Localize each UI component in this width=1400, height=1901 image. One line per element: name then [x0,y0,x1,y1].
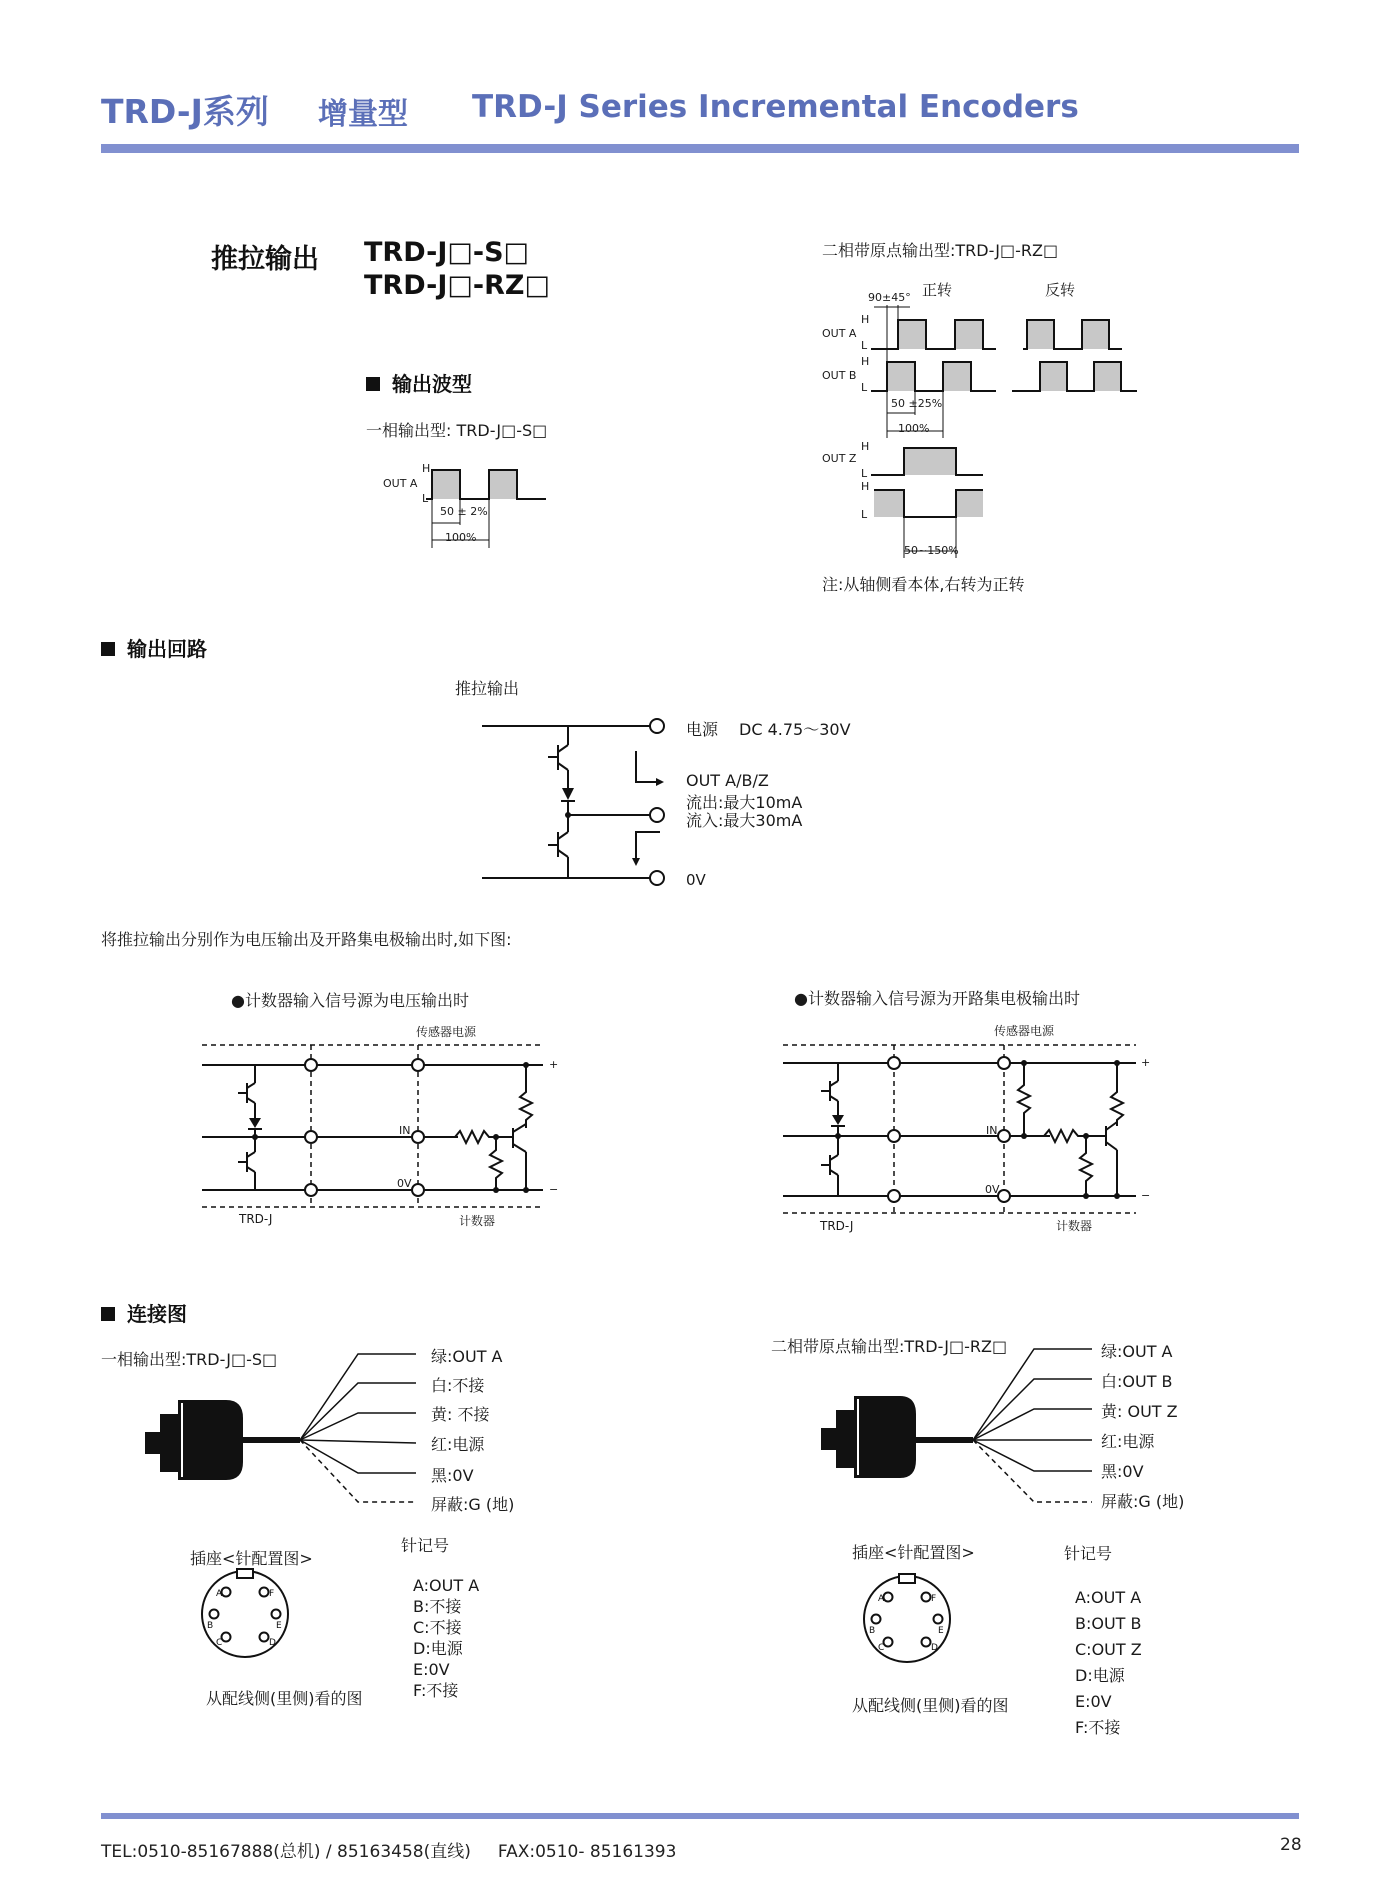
forward-label: 正转 [922,281,953,299]
header-type: 增量型 [318,97,408,132]
right-plus: + [1141,1056,1151,1069]
left-0v-label: 0V [397,1177,412,1190]
voltage-label: DC 4.75～30V [739,720,851,739]
push-pull-label: 推拉输出 [455,679,520,698]
zero-v-label: 0V [686,871,706,889]
right-pin-list [1075,1585,1142,1741]
header-title-en: TRD-J Series Incremental Encoders [472,89,1079,125]
right-wire-5: 黑:0V [1101,1462,1144,1481]
left-socket-label: 插座<针配置图> [190,1549,313,1568]
circuit-section-title: 输出回路 [101,633,207,662]
z-l-label: L [861,467,868,480]
right-counter-label: 计数器 [1056,1219,1093,1233]
waveform-section-title: 输出波型 [366,368,472,397]
sink-label: 流入:最大30mA [686,811,803,830]
b-l-label: L [861,381,868,394]
out-b-label: OUT B [822,369,857,382]
z-width-label: 50~150% [904,544,959,557]
left-pin-letter-f: F [269,1589,275,1599]
power-label: 电源 [686,720,719,739]
left-minus: − [549,1183,559,1196]
left-wire-6: 屏蔽:G (地) [431,1495,515,1514]
product-category: 推拉输出 [211,244,319,275]
z2-h-label: H [861,480,870,493]
right-0v-label: 0V [985,1183,1000,1196]
right-pin-header: 针记号 [1064,1544,1113,1563]
left-pin-b: B:不接 [413,1597,462,1616]
right-socket-label: 插座<针配置图> [852,1543,975,1562]
right-pin-letter-d: D [931,1643,938,1653]
footer-contact: TEL:0510-85167888(总机) / 85163458(直线) FAX:0510- 85161393 [101,1842,677,1862]
b-h-label: H [861,355,870,368]
source-label: 流出:最大10mA [686,793,803,812]
right-pin-f: F:不接 [1075,1718,1121,1737]
right-in-label: IN [986,1124,998,1137]
left-device-label: TRD-J [239,1212,273,1226]
right-sensor-power: 传感器电源 [994,1024,1055,1038]
left-sensor-power: 传感器电源 [416,1025,477,1039]
out-label: OUT A/B/Z [686,771,769,790]
single-h-label: H [422,462,431,475]
left-pin-c: C:不接 [413,1618,462,1637]
z2-l-label: L [861,508,868,521]
right-pin-letter-e: E [938,1626,944,1636]
right-pin-letter-c: C [878,1643,885,1653]
reverse-label: 反转 [1045,281,1076,299]
out-a-label: OUT A [822,327,857,340]
phase-label: 90±45° [868,291,911,304]
left-pin-letter-e: E [276,1621,282,1631]
footer-rule [101,1813,1299,1819]
circuit-desc: 将推拉输出分别作为电压输出及开路集电极输出时,如下图: [101,930,512,949]
left-pin-d: D:电源 [413,1639,463,1658]
right-circuit-title: ●计数器输入信号源为开路集电极输出时 [794,989,1080,1008]
single-out-a-label: OUT A [383,477,418,490]
left-pin-letter-b: B [207,1621,214,1631]
left-in-label: IN [399,1124,411,1137]
right-wire-1: 绿:OUT A [1101,1342,1173,1361]
left-pin-letter-d: D [269,1638,276,1648]
left-wire-1: 绿:OUT A [431,1347,503,1366]
right-wire-2: 白:OUT B [1101,1372,1173,1391]
left-pin-a: A:OUT A [413,1576,480,1595]
left-connection-title: 一相输出型:TRD-J□-S□ [101,1350,278,1369]
right-pin-c: C:OUT Z [1075,1640,1142,1659]
left-wire-5: 黑:0V [431,1466,474,1485]
left-wire-2: 白:不接 [431,1376,485,1395]
connection-section-title: 连接图 [101,1298,187,1327]
single-duty-label: 50 ± 2% [440,505,488,518]
single-period-label: 100% [445,531,477,544]
a-h-label: H [861,313,870,326]
right-pin-letter-f: F [931,1594,937,1604]
out-z-label: OUT Z [822,452,857,465]
right-pin-b: B:OUT B [1075,1614,1142,1633]
right-pin-e: E:0V [1075,1692,1112,1711]
right-pin-d: D:电源 [1075,1666,1125,1685]
single-phase-title: 一相输出型: TRD-J□-S□ [366,421,548,440]
left-pin-letter-a: A [216,1589,223,1599]
z-h-label: H [861,440,870,453]
left-pin-letter-c: C [216,1638,223,1648]
two-phase-title: 二相带原点输出型:TRD-J□-RZ□ [822,241,1059,260]
right-view-note: 从配线侧(里侧)看的图 [852,1696,1009,1715]
right-wire-4: 红:电源 [1101,1432,1155,1451]
right-device-label: TRD-J [820,1219,854,1233]
left-circuit-title: ●计数器输入信号源为电压输出时 [231,991,469,1010]
single-l-label: L [422,492,429,505]
page-number: 28 [1280,1835,1302,1855]
model-1: TRD-J□-S□ [364,237,530,268]
right-wire-3: 黄: OUT Z [1101,1402,1178,1421]
rotation-note: 注:从轴侧看本体,右转为正转 [822,575,1025,594]
header-series: TRD-J系列 [101,92,269,131]
left-plus: + [549,1058,559,1071]
right-pin-letter-b: B [869,1626,876,1636]
right-pin-letter-a: A [878,1594,885,1604]
duty-label: 50 ±25% [891,397,943,410]
left-pin-e: E:0V [413,1660,450,1679]
left-pin-header: 针记号 [401,1536,450,1555]
right-wire-6: 屏蔽:G (地) [1101,1492,1185,1511]
a-l-label: L [861,339,868,352]
period-label: 100% [898,422,930,435]
left-pin-f: F:不接 [413,1681,459,1700]
right-connection-title: 二相带原点输出型:TRD-J□-RZ□ [771,1337,1008,1356]
left-wire-3: 黄: 不接 [431,1405,490,1424]
right-minus: − [1141,1189,1151,1202]
right-pin-a: A:OUT A [1075,1588,1142,1607]
left-counter-label: 计数器 [459,1214,496,1228]
left-view-note: 从配线侧(里侧)看的图 [206,1689,363,1708]
model-2: TRD-J□-RZ□ [364,270,550,301]
left-wire-4: 红:电源 [431,1435,485,1454]
